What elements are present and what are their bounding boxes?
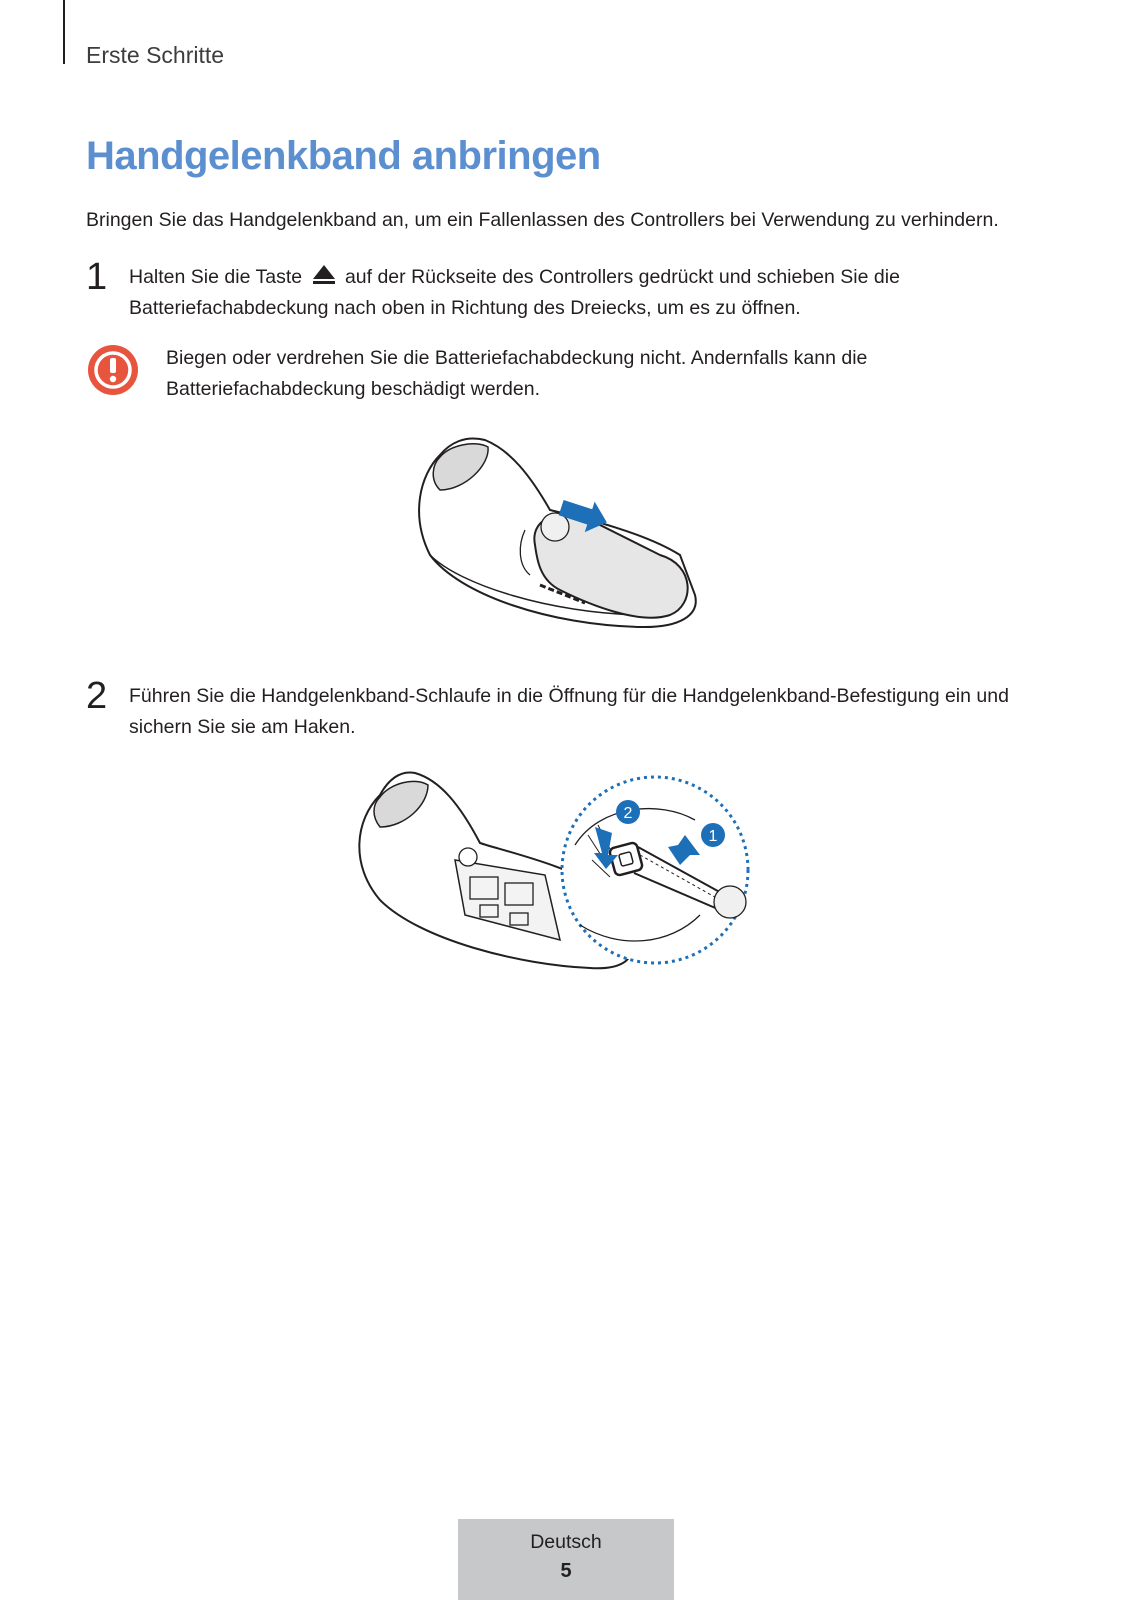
callout-2 xyxy=(616,800,640,824)
page-footer xyxy=(458,1519,674,1600)
page-title: Handgelenkband anbringen xyxy=(86,134,601,178)
footer-language: Deutsch xyxy=(530,1531,602,1553)
callout-1 xyxy=(701,823,725,847)
eject-triangle-icon xyxy=(311,262,337,286)
step-text-before-icon: Halten Sie die Taste xyxy=(129,266,303,288)
caution-icon xyxy=(86,343,140,397)
wrist-strap-attachment-illustration xyxy=(350,765,770,990)
intro-paragraph: Bringen Sie das Handgelenkband an, um ein Fallenlassen des Controllers bei Verwendung zu verhindern. xyxy=(86,209,999,231)
step-number: 2 xyxy=(86,675,108,717)
page-number: 5 xyxy=(560,1560,572,1582)
svg-text:2: 2 xyxy=(623,805,633,822)
step-text xyxy=(129,262,1059,324)
step-text-after-icon: auf der Rückseite des Controllers gedrückt und schieben Sie die Batteriefachabdeckung nach oben in Richtung des Dreiecks, um es zu öffnen. xyxy=(129,266,900,319)
header-rule xyxy=(63,0,65,64)
controller-battery-cover-illustration xyxy=(410,435,710,645)
step-number: 1 xyxy=(86,256,108,298)
section-label: Erste Schritte xyxy=(86,42,225,68)
svg-text:1: 1 xyxy=(708,828,718,845)
caution-text: Biegen oder verdrehen Sie die Batteriefachabdeckung nicht. Andernfalls kann die Batteriefachabdeckung beschädigt werden. xyxy=(166,347,868,400)
step-text: Führen Sie die Handgelenkband-Schlaufe in die Öffnung für die Handgelenkband-Befestigung ein und sichern Sie sie am Haken. xyxy=(129,685,1009,738)
